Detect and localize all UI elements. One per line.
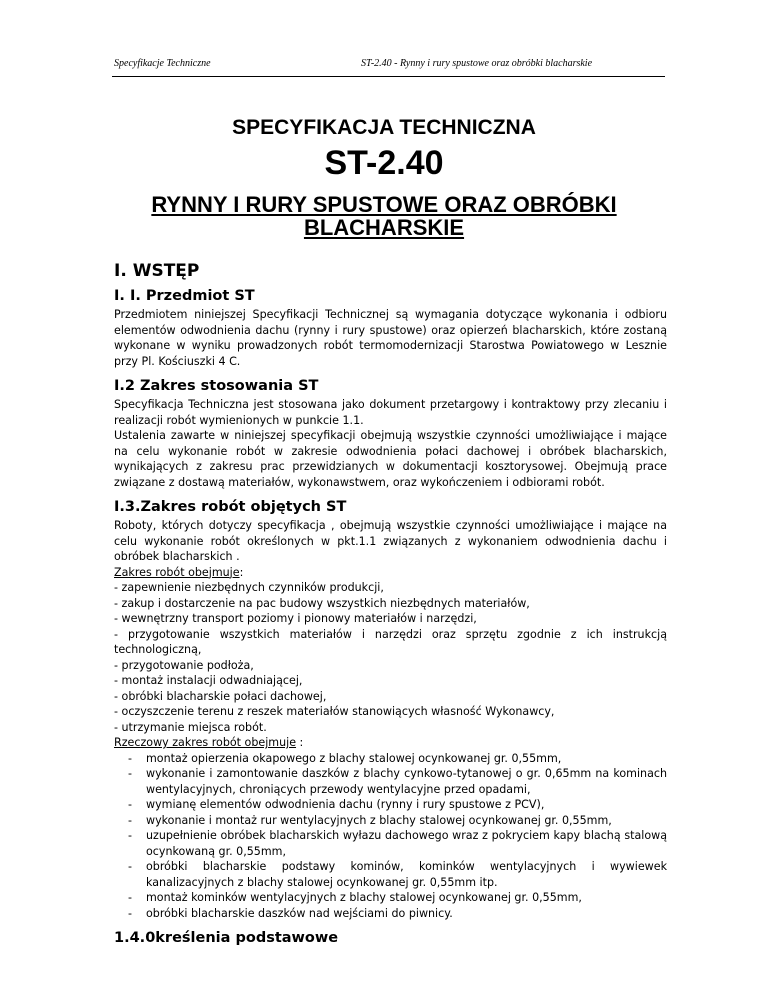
- document-subject-line1: RYNNY I RURY SPUSTOWE ORAZ OBRÓBKI: [151, 192, 617, 217]
- material-scope-item-text: obróbki blacharskie daszków nad wejściami do piwnicy.: [146, 906, 453, 920]
- material-scope-item-text: wykonanie i zamontowanie daszków z blachy cynkowo-tytanowej o gr. 0,65mm na kominach wentylacyjnych, chroniących przewody wentylacyjne przed opadami,: [146, 767, 667, 796]
- scope-item: - przygotowanie wszystkich materiałów i narzędzi oraz sprzętu zgodnie z ich instrukcją technologiczną,: [114, 627, 667, 656]
- list-dash: -: [127, 798, 132, 811]
- document-title: SPECYFIKACJA TECHNICZNA: [232, 116, 536, 139]
- scope-item: - zakup i dostarczenie na pac budowy wszystkich niezbędnych materiałów,: [114, 596, 530, 610]
- document-subject: [0, 193, 768, 239]
- scope-item: - montaż instalacji odwadniającej,: [114, 674, 303, 687]
- material-scope-item: [114, 751, 667, 767]
- scope-item: - oczyszczenie terenu z reszek materiałów stanowiących własność Wykonawcy,: [114, 705, 555, 718]
- list-dash: -: [127, 906, 132, 920]
- material-scope-item-text: wymianę elementów odwodnienia dachu (rynny i rury spustowe z PCV),: [146, 798, 545, 811]
- section-heading-intro: I. WSTĘP: [114, 261, 200, 281]
- scope-list-title-text: Zakres robót obejmuje: [114, 565, 240, 579]
- scope-item: - przygotowanie podłoża,: [114, 658, 254, 672]
- material-scope-title-colon: :: [296, 736, 304, 749]
- material-scope-item: [114, 766, 667, 797]
- paragraph-1-3: Roboty, których dotyczy specyfikacja , obejmują wszystkie czynności umożliwiające i mające na celu wykonanie robót określonych w pkt.1.1 związanych z wykonaniem odwodnienia dachu i obróbek blacharskich .: [114, 519, 667, 563]
- running-header-right: ST-2.40 - Rynny i rury spustowe oraz obróbki blacharskie: [361, 58, 593, 69]
- section-heading-1-3: I.3.Zakres robót objętych ST: [114, 499, 347, 515]
- list-dash: -: [127, 751, 132, 765]
- scope-item: - utrzymanie miejsca robót.: [114, 720, 267, 734]
- section-heading-1-4: 1.4.0kreślenia podstawowe: [114, 930, 339, 946]
- material-scope-item: [114, 890, 667, 906]
- material-scope-item-text: wykonanie i montaż rur wentylacyjnych z blachy stalowej ocynkowanej gr. 0,55mm,: [146, 813, 612, 827]
- list-dash: -: [127, 860, 132, 873]
- document-code: ST-2.40: [324, 144, 444, 182]
- scope-item: - zapewnienie niezbędnych czynników produkcji,: [114, 581, 384, 594]
- material-scope-item-text: montaż opierzenia okapowego z blachy stalowej ocynkowanej gr. 0,55mm,: [146, 751, 562, 765]
- scope-list-title: [114, 565, 667, 581]
- list-dash: -: [127, 767, 132, 780]
- section-heading-1-1: I. I. Przedmiot ST: [114, 288, 255, 304]
- material-scope-item: [114, 828, 667, 859]
- scope-item: - obróbki blacharskie połaci dachowej,: [114, 689, 327, 703]
- scope-item: - wewnętrzny transport poziomy i pionowy materiałów i narzędzi,: [114, 612, 477, 625]
- list-dash: -: [127, 891, 132, 904]
- section-heading-1-2: I.2 Zakres stosowania ST: [114, 378, 319, 394]
- paragraph-1-2b: Ustalenia zawarte w niniejszej specyfikacji obejmują wszystkie czynności umożliwiające i mające na celu wykonanie robót w zakresie odwodnienia połaci dachowej i obróbek blacharskich, wynikających z zakresu prac przewidzianych w dokumentacji kosztorysowej. Obejmują prace związane z dostawą materiałów, wykonawstwem, oraz wykończeniem i odbiorami robót.: [114, 429, 667, 489]
- scope-list-title-colon: :: [239, 565, 244, 579]
- header-rule: [112, 76, 665, 77]
- material-scope-item-text: montaż kominków wentylacyjnych z blachy stalowej ocynkowanej gr. 0,55mm,: [146, 891, 582, 904]
- document-subject-line2: BLACHARSKIE: [303, 215, 465, 240]
- material-scope-item: [114, 797, 667, 813]
- material-scope-item: [114, 859, 667, 890]
- list-dash: -: [127, 813, 132, 827]
- material-scope-title: [114, 735, 667, 751]
- material-scope-item-text: obróbki blacharskie podstawy kominów, kominków wentylacyjnych i wywiewek kanalizacyjnych z blachy stalowej ocynkowanej gr. 0,55mm itp.: [146, 860, 667, 889]
- paragraph-1-2a: Specyfikacja Techniczna jest stosowana jako dokument przetargowy i kontraktowy przy zlecaniu i realizacji robót wymienionych w punkcie 1.1.: [114, 398, 667, 427]
- material-scope-item: [114, 813, 667, 829]
- running-header-left: Specyfikacje Techniczne: [114, 58, 211, 69]
- document-body: [114, 261, 667, 949]
- list-dash: -: [127, 829, 132, 842]
- material-scope-item-text: uzupełnienie obróbek blacharskich wyłazu dachowego wraz z pokryciem kapy blachą stalową ocynkowaną gr. 0,55mm,: [146, 829, 667, 858]
- material-scope-item: [114, 906, 667, 922]
- material-scope-title-text: Rzeczowy zakres robót obejmuje: [114, 736, 297, 749]
- paragraph-1-1: Przedmiotem niniejszej Specyfikacji Technicznej są wymagania dotyczące wykonania i odbioru elementów odwodnienia dachu (rynny i rury spustowe) oraz opierzeń blacharskich, które zostaną wykonane w wyniku prowadzonych robót termomodernizacji Starostwa Powiatowego w Lesznie przy Pl. Kościuszki 4 C.: [114, 308, 667, 368]
